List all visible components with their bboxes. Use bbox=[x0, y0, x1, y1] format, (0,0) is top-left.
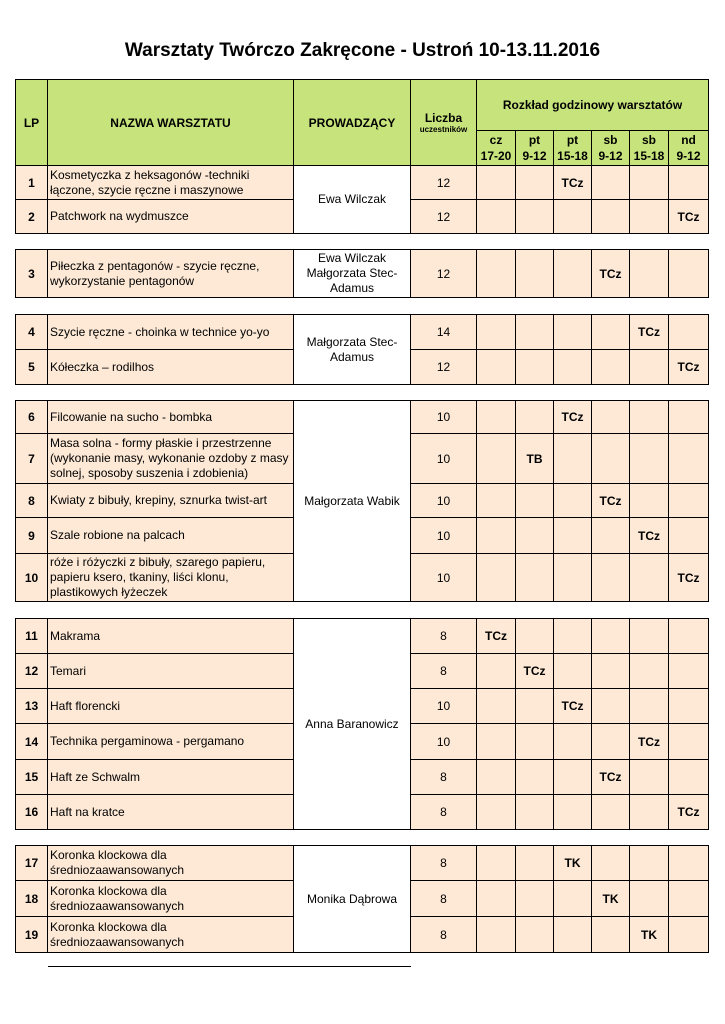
row-workshop-name: Piłeczka z pentagonów - szycie ręczne, wykorzystanie pentagonów bbox=[48, 250, 294, 298]
row-slot-2 bbox=[554, 760, 592, 795]
row-workshop-name: Koronka klockowa dla średniozaawansowanych bbox=[48, 881, 294, 917]
row-slot-0 bbox=[477, 350, 516, 385]
header-row bbox=[16, 80, 709, 131]
header-day-0 bbox=[477, 131, 516, 166]
row-slot-5 bbox=[669, 401, 709, 434]
row-slot-5: TCz bbox=[669, 350, 709, 385]
row-slot-0 bbox=[477, 881, 516, 917]
row-slot-1: TB bbox=[516, 434, 554, 484]
row-slot-5 bbox=[669, 846, 709, 881]
row-slot-3 bbox=[592, 917, 630, 953]
row-workshop-name: Filcowanie na sucho - bombka bbox=[48, 401, 294, 434]
row-slot-5 bbox=[669, 654, 709, 689]
row-slot-1 bbox=[516, 315, 554, 350]
footer-line bbox=[48, 966, 411, 967]
table-row bbox=[16, 166, 709, 200]
row-participant-count: 8 bbox=[411, 760, 477, 795]
row-slot-2 bbox=[554, 200, 592, 234]
row-slot-3 bbox=[592, 846, 630, 881]
row-participant-count: 12 bbox=[411, 250, 477, 298]
row-workshop-name: Technika pergaminowa - pergamano bbox=[48, 724, 294, 760]
row-slot-2: TCz bbox=[554, 401, 592, 434]
row-slot-0 bbox=[477, 795, 516, 830]
row-slot-4 bbox=[630, 401, 669, 434]
row-slot-2 bbox=[554, 917, 592, 953]
row-lp: 8 bbox=[16, 484, 48, 518]
group-instructor: Małgorzata Stec- Adamus bbox=[294, 315, 411, 385]
row-slot-1 bbox=[516, 554, 554, 602]
row-slot-5 bbox=[669, 518, 709, 554]
row-slot-2 bbox=[554, 881, 592, 917]
header-participant-count bbox=[411, 80, 477, 166]
header-day-time: 9-12 bbox=[522, 149, 547, 163]
row-workshop-name: Haft ze Schwalm bbox=[48, 760, 294, 795]
row-slot-4 bbox=[630, 554, 669, 602]
row-slot-5 bbox=[669, 166, 709, 200]
row-lp: 17 bbox=[16, 846, 48, 881]
header-day-time: 9-12 bbox=[598, 149, 623, 163]
row-participant-count: 8 bbox=[411, 795, 477, 830]
row-slot-5 bbox=[669, 250, 709, 298]
header-day-name: pt bbox=[528, 133, 541, 147]
header-lp: LP bbox=[16, 80, 48, 166]
row-slot-4 bbox=[630, 881, 669, 917]
row-lp: 6 bbox=[16, 401, 48, 434]
header-count-label: Liczba bbox=[424, 111, 463, 125]
header-day-1 bbox=[516, 131, 554, 166]
row-workshop-name: Koronka klockowa dla średniozaawansowanych bbox=[48, 917, 294, 953]
row-lp: 13 bbox=[16, 689, 48, 724]
row-slot-3: TK bbox=[592, 881, 630, 917]
row-slot-2 bbox=[554, 484, 592, 518]
header-day-name: sb bbox=[641, 133, 656, 147]
row-slot-4: TCz bbox=[630, 518, 669, 554]
row-slot-2 bbox=[554, 619, 592, 654]
row-slot-5 bbox=[669, 619, 709, 654]
row-slot-5: TCz bbox=[669, 554, 709, 602]
row-workshop-name: Patchwork na wydmuszce bbox=[48, 200, 294, 234]
row-slot-5 bbox=[669, 315, 709, 350]
row-slot-4 bbox=[630, 166, 669, 200]
row-slot-2 bbox=[554, 554, 592, 602]
row-slot-2: TK bbox=[554, 846, 592, 881]
row-slot-3 bbox=[592, 315, 630, 350]
row-slot-3: TCz bbox=[592, 250, 630, 298]
group-spacer-cell bbox=[16, 234, 709, 250]
row-workshop-name: róże i różyczki z bibuły, szarego papieru, papieru ksero, tkaniny, liści klonu, plastikowych łyżeczek bbox=[48, 554, 294, 602]
row-lp: 10 bbox=[16, 554, 48, 602]
row-participant-count: 14 bbox=[411, 315, 477, 350]
row-lp: 7 bbox=[16, 434, 48, 484]
header-day-2 bbox=[554, 131, 592, 166]
row-slot-3 bbox=[592, 434, 630, 484]
group-instructor: Małgorzata Wabik bbox=[294, 401, 411, 602]
row-slot-5: TCz bbox=[669, 200, 709, 234]
row-participant-count: 10 bbox=[411, 724, 477, 760]
row-slot-3 bbox=[592, 619, 630, 654]
row-slot-0 bbox=[477, 166, 516, 200]
row-slot-0: TCz bbox=[477, 619, 516, 654]
group-spacer bbox=[16, 830, 709, 846]
row-slot-4 bbox=[630, 760, 669, 795]
row-slot-1 bbox=[516, 846, 554, 881]
row-slot-4 bbox=[630, 350, 669, 385]
row-workshop-name: Makrama bbox=[48, 619, 294, 654]
row-slot-5 bbox=[669, 917, 709, 953]
group-spacer bbox=[16, 298, 709, 315]
row-slot-2 bbox=[554, 250, 592, 298]
row-slot-1 bbox=[516, 350, 554, 385]
row-workshop-name: Haft florencki bbox=[48, 689, 294, 724]
header-day-5 bbox=[669, 131, 709, 166]
group-instructor: Ewa Wilczak Małgorzata Stec- Adamus bbox=[294, 250, 411, 298]
row-slot-5 bbox=[669, 724, 709, 760]
row-slot-5 bbox=[669, 881, 709, 917]
row-slot-5: TCz bbox=[669, 795, 709, 830]
row-slot-1 bbox=[516, 250, 554, 298]
header-count-sublabel: uczestników bbox=[419, 125, 468, 134]
row-slot-1 bbox=[516, 795, 554, 830]
row-slot-1 bbox=[516, 724, 554, 760]
row-slot-0 bbox=[477, 654, 516, 689]
row-lp: 16 bbox=[16, 795, 48, 830]
row-slot-2 bbox=[554, 518, 592, 554]
row-slot-2: TCz bbox=[554, 166, 592, 200]
table-row bbox=[16, 250, 709, 298]
header-day-time: 15-18 bbox=[557, 149, 588, 163]
row-lp: 2 bbox=[16, 200, 48, 234]
row-slot-3 bbox=[592, 518, 630, 554]
group-instructor: Ewa Wilczak bbox=[294, 166, 411, 234]
row-lp: 15 bbox=[16, 760, 48, 795]
header-workshop-name: NAZWA WARSZTATU bbox=[48, 80, 294, 166]
row-slot-3: TCz bbox=[592, 760, 630, 795]
header-day-time: 15-18 bbox=[633, 149, 665, 163]
row-workshop-name: Koronka klockowa dla średniozaawansowanych bbox=[48, 846, 294, 881]
row-slot-4 bbox=[630, 795, 669, 830]
row-slot-0 bbox=[477, 401, 516, 434]
header-day-3 bbox=[592, 131, 630, 166]
row-slot-0 bbox=[477, 760, 516, 795]
row-slot-3 bbox=[592, 689, 630, 724]
row-slot-4 bbox=[630, 619, 669, 654]
group-instructor: Anna Baranowicz bbox=[294, 619, 411, 830]
row-slot-1 bbox=[516, 760, 554, 795]
row-slot-4: TCz bbox=[630, 724, 669, 760]
row-slot-0 bbox=[477, 484, 516, 518]
row-slot-2 bbox=[554, 350, 592, 385]
row-slot-4 bbox=[630, 689, 669, 724]
row-workshop-name: Kwiaty z bibuły, krepiny, sznurka twist-art bbox=[48, 484, 294, 518]
row-slot-3 bbox=[592, 795, 630, 830]
header-day-name: cz bbox=[489, 133, 503, 147]
row-slot-0 bbox=[477, 434, 516, 484]
row-slot-3 bbox=[592, 200, 630, 234]
row-participant-count: 8 bbox=[411, 846, 477, 881]
row-slot-4 bbox=[630, 654, 669, 689]
header-day-4 bbox=[630, 131, 669, 166]
row-slot-4: TCz bbox=[630, 315, 669, 350]
header-day-time: 9-12 bbox=[676, 149, 701, 163]
row-slot-3 bbox=[592, 401, 630, 434]
row-slot-1 bbox=[516, 917, 554, 953]
table-row bbox=[16, 401, 709, 434]
row-participant-count: 8 bbox=[411, 881, 477, 917]
table-row bbox=[16, 315, 709, 350]
row-lp: 9 bbox=[16, 518, 48, 554]
row-slot-3 bbox=[592, 554, 630, 602]
row-participant-count: 8 bbox=[411, 619, 477, 654]
row-participant-count: 12 bbox=[411, 166, 477, 200]
row-slot-2 bbox=[554, 795, 592, 830]
table-row bbox=[16, 846, 709, 881]
row-slot-4 bbox=[630, 846, 669, 881]
header-day-name: nd bbox=[681, 133, 696, 147]
row-slot-5 bbox=[669, 689, 709, 724]
row-participant-count: 10 bbox=[411, 518, 477, 554]
row-participant-count: 8 bbox=[411, 917, 477, 953]
row-slot-5 bbox=[669, 760, 709, 795]
row-participant-count: 10 bbox=[411, 689, 477, 724]
row-lp: 19 bbox=[16, 917, 48, 953]
row-slot-0 bbox=[477, 724, 516, 760]
row-slot-2 bbox=[554, 724, 592, 760]
row-slot-2 bbox=[554, 654, 592, 689]
header-instructor: PROWADZĄCY bbox=[294, 80, 411, 166]
group-spacer-cell bbox=[16, 298, 709, 315]
row-workshop-name: Kosmetyczka z heksagonów -techniki łączone, szycie ręczne i maszynowe bbox=[48, 166, 294, 200]
row-slot-0 bbox=[477, 200, 516, 234]
row-slot-2 bbox=[554, 434, 592, 484]
row-workshop-name: Kółeczka – rodilhos bbox=[48, 350, 294, 385]
row-slot-2 bbox=[554, 315, 592, 350]
row-lp: 4 bbox=[16, 315, 48, 350]
header-day-name: sb bbox=[603, 133, 618, 147]
row-slot-0 bbox=[477, 846, 516, 881]
group-spacer-cell bbox=[16, 830, 709, 846]
row-participant-count: 10 bbox=[411, 434, 477, 484]
row-slot-5 bbox=[669, 434, 709, 484]
row-workshop-name: Haft na kratce bbox=[48, 795, 294, 830]
row-participant-count: 12 bbox=[411, 200, 477, 234]
row-lp: 18 bbox=[16, 881, 48, 917]
group-spacer-cell bbox=[16, 602, 709, 619]
row-slot-0 bbox=[477, 917, 516, 953]
row-slot-0 bbox=[477, 689, 516, 724]
row-slot-3 bbox=[592, 654, 630, 689]
row-slot-1 bbox=[516, 518, 554, 554]
row-slot-1 bbox=[516, 484, 554, 518]
row-lp: 1 bbox=[16, 166, 48, 200]
row-slot-1 bbox=[516, 689, 554, 724]
row-participant-count: 10 bbox=[411, 554, 477, 602]
row-participant-count: 10 bbox=[411, 484, 477, 518]
row-workshop-name: Masa solna - formy płaskie i przestrzenne (wykonanie masy, wykonanie ozdoby z masy solnej, sposoby suszenia i zdobienia) bbox=[48, 434, 294, 484]
row-slot-3 bbox=[592, 724, 630, 760]
row-slot-3 bbox=[592, 350, 630, 385]
group-spacer-cell bbox=[16, 385, 709, 401]
row-slot-1: TCz bbox=[516, 654, 554, 689]
table-row bbox=[16, 619, 709, 654]
row-lp: 3 bbox=[16, 250, 48, 298]
row-lp: 12 bbox=[16, 654, 48, 689]
row-workshop-name: Szycie ręczne - choinka w technice yo-yo bbox=[48, 315, 294, 350]
row-slot-0 bbox=[477, 250, 516, 298]
row-slot-0 bbox=[477, 315, 516, 350]
page-title: Warsztaty Twórczo Zakręcone - Ustroń 10-13.11.2016 bbox=[124, 40, 601, 61]
row-slot-1 bbox=[516, 200, 554, 234]
row-slot-4: TK bbox=[630, 917, 669, 953]
row-lp: 11 bbox=[16, 619, 48, 654]
row-slot-4 bbox=[630, 250, 669, 298]
row-slot-4 bbox=[630, 434, 669, 484]
group-spacer bbox=[16, 234, 709, 250]
row-slot-0 bbox=[477, 518, 516, 554]
row-workshop-name: Temari bbox=[48, 654, 294, 689]
header-day-name: pt bbox=[566, 133, 579, 147]
row-slot-5 bbox=[669, 484, 709, 518]
row-participant-count: 12 bbox=[411, 350, 477, 385]
row-slot-0 bbox=[477, 554, 516, 602]
row-slot-4 bbox=[630, 200, 669, 234]
schedule-table bbox=[15, 79, 709, 953]
header-schedule: Rozkład godzinowy warsztatów bbox=[477, 80, 709, 131]
row-participant-count: 10 bbox=[411, 401, 477, 434]
row-workshop-name: Szale robione na palcach bbox=[48, 518, 294, 554]
group-spacer bbox=[16, 602, 709, 619]
row-slot-4 bbox=[630, 484, 669, 518]
header-day-time: 17-20 bbox=[480, 149, 512, 163]
row-slot-2: TCz bbox=[554, 689, 592, 724]
row-slot-3: TCz bbox=[592, 484, 630, 518]
row-lp: 14 bbox=[16, 724, 48, 760]
row-slot-3 bbox=[592, 166, 630, 200]
row-slot-1 bbox=[516, 881, 554, 917]
row-slot-1 bbox=[516, 619, 554, 654]
group-spacer bbox=[16, 385, 709, 401]
row-participant-count: 8 bbox=[411, 654, 477, 689]
group-instructor: Monika Dąbrowa bbox=[294, 846, 411, 953]
row-lp: 5 bbox=[16, 350, 48, 385]
row-slot-1 bbox=[516, 166, 554, 200]
row-slot-1 bbox=[516, 401, 554, 434]
